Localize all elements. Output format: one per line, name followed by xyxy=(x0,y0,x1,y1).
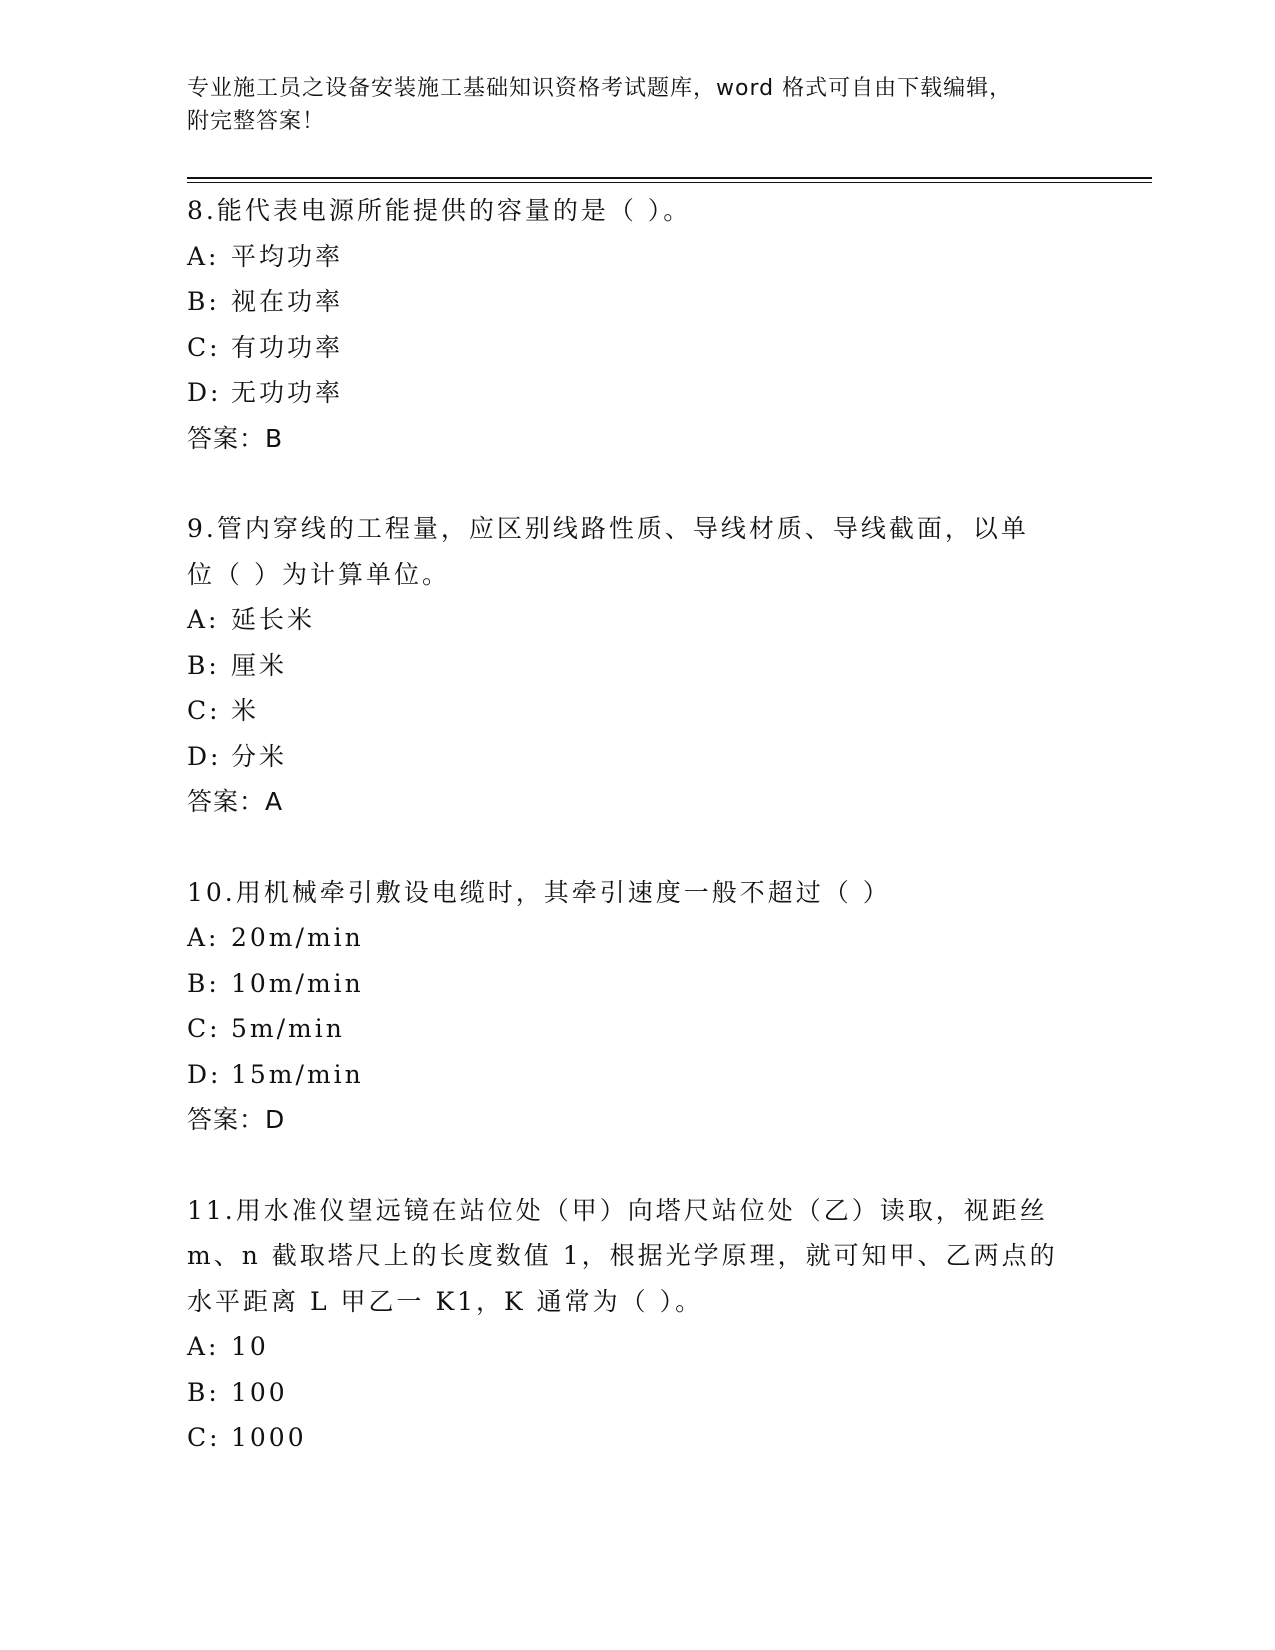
option-text: 分米 xyxy=(231,741,288,771)
option-text: 1000 xyxy=(231,1423,307,1452)
option-label: A: xyxy=(187,241,220,271)
question-stem: 8.能代表电源所能提供的容量的是（ ）。 xyxy=(187,196,692,225)
question-stem: m、n 截取塔尺上的长度数值 1，根据光学原理，就可知甲、乙两点的 xyxy=(187,1241,1058,1270)
option-b xyxy=(187,643,1087,689)
option-text: 15m/min xyxy=(231,1059,364,1089)
option-a xyxy=(187,597,1087,643)
question-stem: 11.用水准仪望远镜在站位处（甲）向塔尺站位处（乙）读取，视距丝 xyxy=(187,1195,1048,1225)
option-label: D: xyxy=(187,1059,222,1089)
option-label: B: xyxy=(187,650,220,680)
option-label: A: xyxy=(187,605,220,634)
option-c xyxy=(187,325,1087,371)
option-label: B: xyxy=(187,968,220,998)
option-text: 100 xyxy=(231,1377,288,1407)
option-c xyxy=(187,688,1087,734)
option-text: 视在功率 xyxy=(231,287,344,316)
option-text: 10 xyxy=(231,1332,269,1361)
option-label: C: xyxy=(187,696,221,725)
header-line-1: 专业施工员之设备安装施工基础知识资格考试题库，word 格式可自由下载编辑， xyxy=(187,76,1013,101)
option-a xyxy=(187,234,1087,280)
header-divider-thick xyxy=(187,177,1152,179)
option-label: C: xyxy=(187,332,221,362)
option-text: 5m/min xyxy=(231,1014,345,1043)
option-label: A: xyxy=(187,923,220,952)
option-label: D: xyxy=(187,378,222,407)
question-list xyxy=(187,188,1087,1506)
answer-line: 答案：A xyxy=(187,787,284,816)
question-10 xyxy=(187,870,1087,1143)
question-stem: 10.用机械牵引敷设电缆时，其牵引速度一般不超过（ ） xyxy=(187,877,891,907)
option-label: C: xyxy=(187,1014,221,1043)
option-a xyxy=(187,1324,1087,1370)
question-stem: 水平距离 L 甲乙一 K1，K 通常为（ ）。 xyxy=(187,1286,704,1316)
option-b xyxy=(187,279,1087,325)
answer-line: 答案：B xyxy=(187,423,284,453)
question-stem: 位（ ）为计算单位。 xyxy=(187,559,450,589)
option-label: A: xyxy=(187,1332,220,1361)
option-b xyxy=(187,1370,1087,1416)
header-divider-thin xyxy=(187,182,1152,183)
option-text: 无功功率 xyxy=(231,378,344,407)
option-label: C: xyxy=(187,1423,221,1452)
option-d xyxy=(187,1052,1087,1098)
question-stem: 9.管内穿线的工程量，应区别线路性质、导线材质、导线截面，以单 xyxy=(187,514,1029,543)
option-text: 有功功率 xyxy=(231,332,344,362)
option-c xyxy=(187,1415,1087,1461)
option-text: 10m/min xyxy=(231,968,364,998)
header-line-2: 附完整答案！ xyxy=(187,109,326,134)
option-d xyxy=(187,734,1087,780)
option-a xyxy=(187,915,1087,961)
option-d xyxy=(187,370,1087,416)
option-label: B: xyxy=(187,1377,220,1407)
option-text: 延长米 xyxy=(231,605,316,634)
option-label: D: xyxy=(187,741,222,771)
answer-line: 答案：D xyxy=(187,1105,286,1134)
question-11 xyxy=(187,1188,1087,1461)
option-text: 米 xyxy=(231,696,260,725)
option-label: B: xyxy=(187,287,220,316)
question-9 xyxy=(187,506,1087,825)
question-8 xyxy=(187,188,1087,461)
option-c xyxy=(187,1006,1087,1052)
option-text: 20m/min xyxy=(231,923,364,952)
document-header xyxy=(187,72,1087,138)
option-b xyxy=(187,961,1087,1007)
option-text: 厘米 xyxy=(231,650,288,680)
option-text: 平均功率 xyxy=(231,241,344,271)
